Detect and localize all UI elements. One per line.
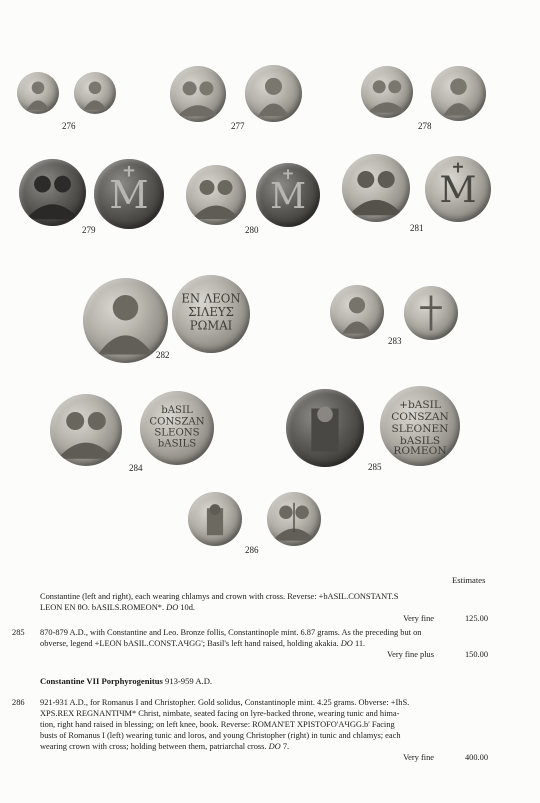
svg-text:+bASIL: +bASIL [399,399,441,411]
svg-text:ΡΩΜΑΙ: ΡΩΜΑΙ [189,318,233,333]
estimates-header: Estimates [452,575,486,585]
svg-text:bASIL: bASIL [161,405,193,417]
coin-label-279: 279 [82,225,96,235]
lot-285-line-2: obverse, legend +LEON bASIL.CONST.AЧGG'; Basil's left hand raised, holding akakia. DO 11. [40,639,366,648]
coin-label-278: 278 [418,121,432,131]
coin-label-284: 284 [129,463,143,473]
svg-text:M: M [439,168,477,212]
lot-286-line-4: busts of Romanus I (left) wearing tunic and loros, and young Christopher (right) in tunic and chlamys; each [40,731,401,740]
svg-text:M: M [269,175,307,217]
coin-label-283: 283 [388,336,402,346]
lot-284-line-1: Constantine (left and right), each wearing chlamys and crown with cross. Reverse: +bASIL.CONSTANT.S [40,592,399,601]
svg-text:ΕΝ ΛΕΟΝ: ΕΝ ΛΕΟΝ [181,291,241,306]
lot-285-price: 150.00 [464,650,488,659]
svg-text:bASILS: bASILS [157,438,197,450]
lot-286-line-3: tion, right hand raised in blessing; on left knee, book. Reverse: ROMAN'ET XPISTOFO'AЧGG.b' Facing [40,720,395,729]
lot-286-line-2: XPS.REX REGNANTIЧM* Christ, nimbate, seated facing on lyre-backed throne, wearing tunic and hima- [40,709,400,718]
lot-286-line-5: wearing crown with cross; holding between them, patriarchal cross. DO 7. [40,742,290,751]
lot-286-number: 286 [12,698,25,707]
lot-284-price: 125.00 [464,614,488,623]
lot-285-line-1: 870-879 A.D., with Constantine and Leo. Bronze follis, Constantinople mint. 6.87 grams. As the preceding but on [40,628,422,637]
coin-label-276: 276 [62,121,76,131]
lot-285-grade: Very fine plus [387,650,434,659]
coin-label-277: 277 [231,121,245,131]
section-heading [40,676,212,687]
lot-286-price: 400.00 [464,753,488,762]
lot-284-grade: Very fine [403,614,434,623]
svg-text:CONSZAN: CONSZAN [391,411,449,423]
coin-label-286: 286 [245,545,259,555]
lot-286-grade: Very fine [403,753,434,762]
section-heading-dates: 913-959 A.D. [162,676,213,686]
svg-text:SLEONS: SLEONS [154,427,200,439]
svg-text:ROMEON: ROMEON [393,445,447,457]
coin-label-282: 282 [156,350,170,360]
coin-label-281: 281 [410,223,424,233]
svg-text:ΣΙΛΕΥΣ: ΣΙΛΕΥΣ [188,304,234,319]
lot-284-continuation [40,591,488,613]
coin-label-285: 285 [368,462,382,472]
section-heading-name: Constantine VII Porphyrogenitus [40,676,163,686]
lot-286-description [40,697,488,752]
svg-text:M: M [109,173,149,218]
svg-text:CONSZAN: CONSZAN [149,416,205,428]
svg-text:bASILS: bASILS [399,435,441,447]
lot-286-line-1: 921-931 A.D., for Romanus I and Christopher. Gold solidus, Constantinople mint. 4.25 grams. Obverse: +IhS. [40,698,410,707]
lot-285-number: 285 [12,628,25,637]
svg-text:SLEONEN: SLEONEN [391,423,449,435]
lot-285-description [40,627,488,649]
coin-label-280: 280 [245,225,259,235]
lot-284-line-2: LEON EN θO. bASILS.ROMEON*. DO 10d. [40,603,196,612]
